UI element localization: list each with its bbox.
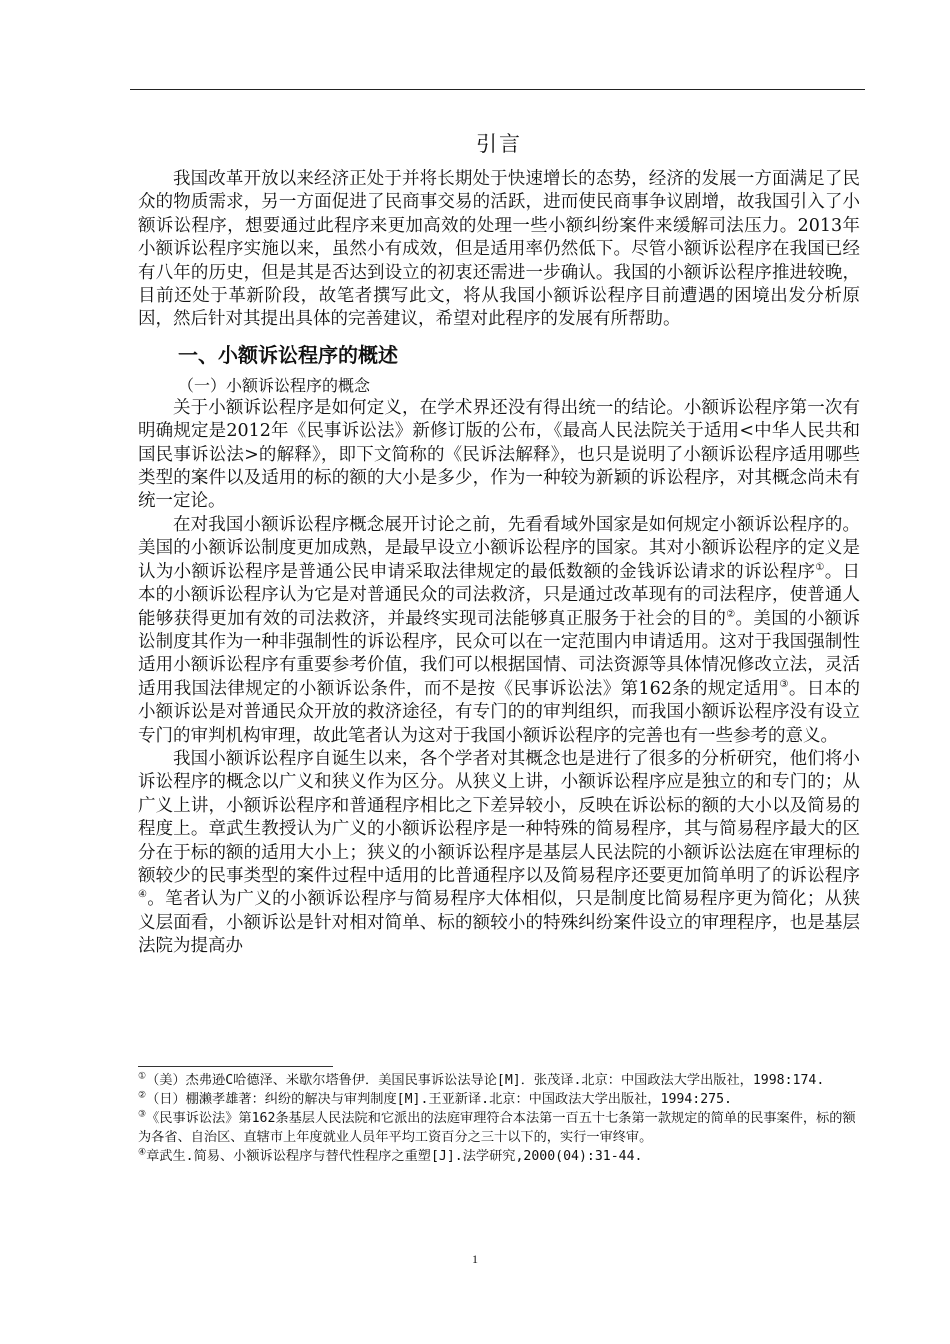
text-segment: 在对我国小额诉讼程序概念展开讨论之前，先看看域外国家是如何规定小额诉讼程序的。美国的小额诉讼制度更加成熟，是最早设立小额诉讼程序的国家。其对小额诉讼程序的定义是认为小额诉讼程序是普通公民申请采取法律规定的最低数额的金钱诉讼请求的诉讼程序 [138, 514, 860, 582]
footnote-mark: ④ [138, 1147, 147, 1158]
footnote-4 [138, 1147, 863, 1166]
footnote-text: 《民事诉讼法》第162条基层人民法院和它派出的法庭审理符合本法第一百五十七条第一款规定的简单的民事案件，标的额为各省、自治区、直辖市上年度就业人员年平均工资百分之三十以下的，实行一审终审。 [138, 1111, 856, 1145]
footnote-ref-4[interactable]: ④ [138, 889, 148, 901]
footnote-3 [138, 1109, 863, 1147]
footnote-2 [138, 1090, 863, 1109]
footnote-text: （美）杰弗逊C哈德泽、米歇尔塔鲁伊．美国民事诉讼法导论[M]．张茂译.北京：中国政法大学出版社，1998:174. [146, 1073, 825, 1088]
paragraph-foreign-law [138, 514, 860, 748]
footnote-mark: ③ [138, 1109, 147, 1120]
intro-paragraph: 我国改革开放以来经济正处于并将长期处于快速增长的态势，经济的发展一方面满足了民众的物质需求，另一方面促进了民商事交易的活跃，进而使民商事争议剧增，故我国引入了小额诉讼程序，想要通过此程序来更加高效的处理一些小额纠纷案件来缓解司法压力。2013年小额诉讼程序实施以来，虽然小有成效，但是适用率仍然低下。尽管小额诉讼程序在我国已经有八年的历史，但是其是否达到设立的初衷还需进一步确认。我国的小额诉讼程序推进较晚，目前还处于革新阶段，故笔者撰写此文，将从我国小额诉讼程序目前遭遇的困境出发分析原因，然后针对其提出具体的完善建议，希望对此程序的发展有所帮助。 [138, 169, 860, 330]
paragraph-definition: 关于小额诉讼程序是如何定义，在学术界还没有得出统一的结论。小额诉讼程序第一次有明确规定是2012年《民事诉讼法》新修订版的公布，《最高人民法院关于适用<中华人民共和国民事诉讼法>的解释》，即下文简称的《民诉法解释》，也只是说明了小额诉讼程序适用哪些类型的案件以及适用的标的额的大小是多少，作为一种较为新颖的诉讼程序，对其概念尚未有统一定论。 [138, 397, 860, 512]
text-segment: 我国小额诉讼程序自诞生以来，各个学者对其概念也是进行了很多的分析研究，他们将小诉讼程序的概念以广义和狭义作为区分。从狭义上讲，小额诉讼程序应是独立的和专门的；从广义上讲，小额诉讼程序和普通程序相比之下差异较小，反映在诉讼标的额的大小以及简易的程度上。章武生教授认为广义的小额诉讼程序是一种特殊的简易程序，其与简易程序最大的区分在于标的额的适用大小上；狭义的小额诉讼程序是基层人民法院的小额诉讼法庭在审理标的额较少的民事类型的案件过程中适用的比普通程序以及简易程序还要更加简单明了的诉讼程序 [138, 748, 860, 886]
text-segment: 。美国的小额诉讼制度其作为一种非强制性的诉讼程序，民众可以在一定范围内申请适用。这对于我国强制性适用小额诉讼程序有重要参考价值，我们可以根据国情、司法资源等具体情况修改立法，灵活适用我国法律规定的小额诉讼条件，而不是按《民事诉讼法》第162条的规定适用 [138, 608, 861, 699]
footnote-text: 章武生.简易、小额诉讼程序与替代性程序之重塑[J].法学研究,2000(04):31-44. [146, 1149, 643, 1164]
footnote-ref-2[interactable]: ② [726, 608, 736, 620]
footnotes [138, 1071, 863, 1166]
footnote-mark: ② [138, 1090, 147, 1101]
text-segment: 。日本的小额诉讼程序认为它是对普通民众的司法救济，只是通过改革现有的司法程序，使普通人能够获得更加有效的司法救济，并最终实现司法能够真正服务于社会的目的 [138, 561, 861, 629]
header-rule [130, 89, 865, 90]
text-segment: 。笔者认为广义的小额诉讼程序与简易程序大体相似，只是制度比简易程序更为简化；从狭义层面看，小额诉讼是针对相对简单、标的额较小的特殊纠纷案件设立的审理程序，也是基层法院为提高办 [138, 889, 860, 957]
footnote-mark: ① [138, 1071, 147, 1082]
page-title: 引言 [476, 132, 522, 156]
text-segment: 。日本的小额诉讼是对普通民众开放的救济途径，有专门的的审判组织，而我国小额诉讼程序没有设立专门的审判机构审理，故此笔者认为这对于我国小额诉讼程序的完善也有一些参考的意义。 [138, 678, 860, 746]
page-body [138, 122, 860, 959]
footnote-ref-1[interactable]: ① [815, 561, 825, 573]
paragraph-domestic-concept [138, 748, 860, 959]
subsection-heading: （一）小额诉讼程序的概念 [178, 375, 371, 395]
footnote-text: （日）棚濑孝雄著：纠纷的解决与审判制度[M].王亚新译.北京：中国政法大学出版社，1994:275. [146, 1092, 732, 1107]
footnote-1 [138, 1071, 863, 1090]
footnote-ref-3[interactable]: ③ [779, 678, 789, 690]
page-number: 1 [472, 1252, 478, 1266]
section-heading: 一、小额诉讼程序的概述 [178, 342, 398, 367]
footnote-separator [138, 1066, 333, 1067]
